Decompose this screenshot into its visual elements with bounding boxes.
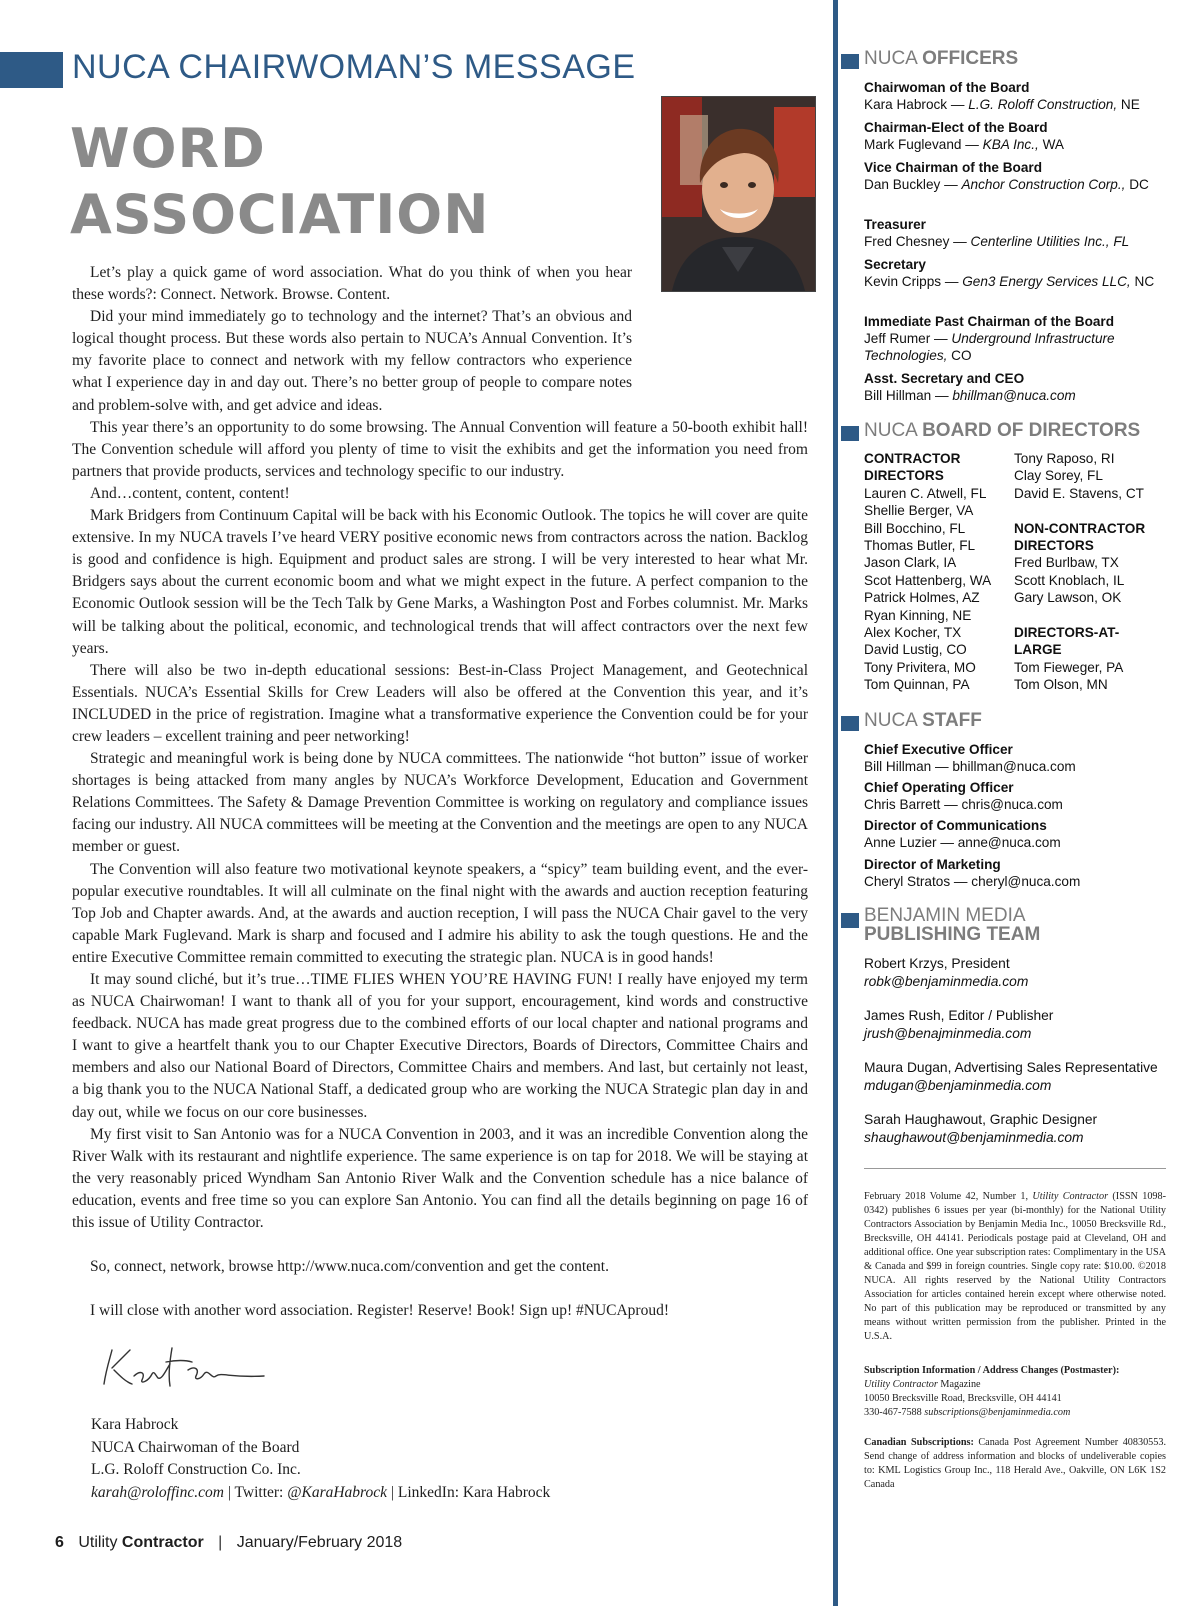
officer-entry: Secretary Kevin Cripps — Gen3 Energy Services LLC, NC xyxy=(864,257,1155,289)
director: Ryan Kinning, NE xyxy=(864,607,972,623)
page-footer xyxy=(55,1534,402,1552)
magazine-name-regular: Utility xyxy=(78,1534,122,1551)
officer-entry: Chairwoman of the Board Kara Habrock — L.G. Roloff Construction, NE xyxy=(864,80,1140,112)
director: Tom Olson, MN xyxy=(1014,677,1108,693)
team-member: Robert Krzys, President robk@benjaminmedia.com xyxy=(864,956,1029,989)
staff-heading: NUCA STAFF xyxy=(864,710,982,731)
team-email-link[interactable]: mdugan@benjaminmedia.com xyxy=(864,1077,1052,1093)
author-title: NUCA Chairwoman of the Board xyxy=(91,1438,300,1456)
directors-list-col2: Tony Raposo, RI Clay Sorey, FL David E. Stavens, CT NON-CONTRACTOR DIRECTORS Fred Burlbaw, TX Scott Knoblach, IL Gary Lawson, OK DIRECTORS-AT- LARGE Tom Fieweger, PA Tom Olson, MN xyxy=(1014,451,1146,693)
team-email-link[interactable]: shaughawout@benjaminmedia.com xyxy=(864,1129,1084,1145)
director: Lauren C. Atwell, FL xyxy=(864,485,987,501)
paragraph: Strategic and meaningful work is being done by NUCA committees. The nationwide “hot button” issue of worker shortages is being attacked from many angles by NUCA’s Workforce Development, Education and Government Relations Committees. The Safety & Damage Prevention Committee is working on regulatory and compliance issues facing our industry. All NUCA committees will be meeting at the Convention and the meetings are open to any NUCA member or guest. xyxy=(72,750,808,856)
staff-entry: Chief Executive Officer Bill Hillman — bhillman@nuca.com xyxy=(864,742,1076,774)
sidebar-divider xyxy=(864,1168,1166,1169)
team-email-link[interactable]: robk@benjaminmedia.com xyxy=(864,973,1029,989)
paragraph: My first visit to San Antonio was for a NUCA Convention in 2003, and it was an incredible Convention along the River Walk with its restaurant and nightlife experience. The same experience is on tap for 2018. We will be staying at the very reasonably priced Wyndham San Antonio River Walk and the Convention schedule has a nice balance of education, events and free time so you can explore San Antonio. You can find all the details beginning on page 16 of this issue of Utility Contractor. xyxy=(72,1125,808,1232)
author-company: L.G. Roloff Construction Co. Inc. xyxy=(91,1461,301,1478)
issue-date: January/February 2018 xyxy=(236,1534,403,1551)
director: Jason Clark, IA xyxy=(864,555,957,571)
sign-off-block xyxy=(91,1414,550,1504)
magazine-name-bold: Contractor xyxy=(121,1534,204,1551)
subscription-info: Subscription Information / Address Changes (Postmaster): Utility Contractor Magazine 10050 Brecksville Road, Brecksville, OH 44141 330-467-7588 subscriptions@benjaminmedia.com xyxy=(864,1365,1120,1418)
article-body xyxy=(72,262,808,1322)
heading-marker xyxy=(841,716,859,731)
column-divider xyxy=(833,0,838,1606)
author-contacts xyxy=(91,1482,550,1505)
director: Shellie Berger, VA xyxy=(864,503,974,519)
director: Fred Burlbaw, TX xyxy=(1014,555,1119,571)
director: David Lustig, CO xyxy=(864,642,967,658)
handwritten-signature xyxy=(96,1340,266,1396)
publication-notice: February 2018 Volume 42, Number 1, Utility Contractor (ISSN 1098-0342) publishes 6 issues per year (bi-monthly) for the National Utility Contractors Association by Benjamin Media Inc., 10050 Brecksville Rd., Brecksville, OH 44141. Periodicals postage paid at Cleveland, OH and additional office. One year subscription rates: Complimentary in the USA & Canada and $99 in foreign countries. Single copy rate: $10.00. ©2018 NUCA. All rights reserved by the National Utility Contractors Association for articles contained herein except where otherwise noted. No part of this publication may be reproduced or transmitted by any means without written permission from the publisher. Printed in the U.S.A. xyxy=(864,1191,1166,1342)
paragraph: Let’s play a quick game of word association. What do you think of when you hear these words?: Connect. Network. Browse. Content. xyxy=(72,264,632,304)
section-accent-bar xyxy=(0,52,63,88)
footer-separator: | xyxy=(218,1534,223,1551)
paragraph: The Convention will also feature two motivational keynote speakers, a “spicy” team building event, and the ever-popular executive roundtables. It will all culminate on the final night with the awards and auction reception featuring Top Job and Chapter awards. And, at the awards and auction reception, I will pass the NUCA Chair gavel to the very capable Mark Fuglevand. Mark is sharp and focused and I admire his ability to ask the tough questions. He and the entire Executive Committee remain committed to executing the strategic plan. NUCA is in good hands! xyxy=(72,860,808,966)
board-heading: NUCA BOARD OF DIRECTORS xyxy=(864,420,1141,441)
director: Gary Lawson, OK xyxy=(1014,590,1122,606)
staff-entry: Chief Operating Officer Chris Barrett — chris@nuca.com xyxy=(864,780,1063,812)
article-title xyxy=(70,116,489,248)
paragraph: So, connect, network, browse http://www.nuca.com/convention and get the content. xyxy=(90,1258,609,1276)
title-line-2: ASSOCIATION xyxy=(70,183,490,246)
officer-email-link[interactable]: bhillman@nuca.com xyxy=(952,388,1076,403)
officer-entry: Immediate Past Chairman of the Board Jeff Rumer — Underground Infrastructure Technologies, CO xyxy=(864,314,1115,363)
author-email-link[interactable]: karah@roloffinc.com xyxy=(91,1483,224,1501)
paragraph: Did your mind immediately go to technology and the internet? That’s an obvious and logical thought process. But these words also pertain to NUCA’s Annual Convention. It’s my favorite place to connect and network with my fellow contractors who experience what I experience day in and day out. There’s no better group of people to compare notes and problem-solve with, and get advice and ideas. xyxy=(72,308,632,414)
paragraph: It may sound cliché, but it’s true…TIME FLIES WHEN YOU’RE HAVING FUN! I really have enjoyed my term as NUCA Chairwoman! I want to thank all of you for your support, encouragement, kind words and constructive feedback. NUCA has made great progress due to the combined efforts of our local chapter and national programs and I want to give a heartfelt thank you to our Chapter Executive Directors, Boards of Directors, Committee Chairs and members and also our National Board of Directors, Committee Chairs and members. And last, but certainly not least, a big thank you to the NUCA National Staff, a dedicated group who are working the NUCA Strategic plan day in and day out, while we focus on our core businesses. xyxy=(72,971,808,1121)
staff-entry: Director of Marketing Cheryl Stratos — cheryl@nuca.com xyxy=(864,857,1081,889)
director: Scot Hattenberg, WA xyxy=(864,572,992,588)
subscriptions-email-link[interactable]: subscriptions@benjaminmedia.com xyxy=(924,1407,1071,1418)
heading-marker xyxy=(841,913,859,928)
team-email-link[interactable]: jrush@benajminmedia.com xyxy=(864,1025,1032,1041)
title-line-1: WORD xyxy=(70,117,266,180)
section-heading: NUCA CHAIRWOMAN’S MESSAGE xyxy=(72,48,636,86)
twitter-label: | Twitter: xyxy=(227,1483,288,1501)
director: Patrick Holmes, AZ xyxy=(864,590,980,606)
paragraph: Mark Bridgers from Continuum Capital will be back with his Economic Outlook. The topics he will cover are quite extensive. In my NUCA travels I’ve heard VERY positive economic news from contractors across the nation. Backlog is good and confidence is high. Equipment and product sales are strong. I will be very interested to hear what Mr. Bridgers says about the current economic boom and what we might expect in the future. A perfect companion to the Economic Outlook session will be the Tech Talk by Gene Marks, a Washington Post and Forbes columnist. Mr. Marks will be talking about the political, economic, and technological trends that will affect contractors over the next few years. xyxy=(72,507,808,657)
paragraph: There will also be two in-depth educational sessions: Best-in-Class Project Management, and Geotechnical Essentials. NUCA’s Essential Skills for Crew Leaders will also be offered at the Convention this year, and it’s INCLUDED in the price of registration. Imagine what a transformative experience the Convention could be for your crew leaders – excellent training and peer networking! xyxy=(72,661,808,745)
linkedin-label: | LinkedIn: Kara Habrock xyxy=(390,1483,551,1501)
staff-entry: Director of Communications Anne Luzier — anne@nuca.com xyxy=(864,818,1061,850)
officer-entry: Chairman-Elect of the Board Mark Fuglevand — KBA Inc., WA xyxy=(864,120,1064,152)
director: Tony Privitera, MO xyxy=(864,659,976,675)
director: Thomas Butler, FL xyxy=(864,538,976,554)
director: Alex Kocher, TX xyxy=(864,625,962,641)
paragraph: I will close with another word association. Register! Reserve! Book! Sign up! #NUCAproud! xyxy=(90,1302,669,1320)
team-member: Maura Dugan, Advertising Sales Representative mdugan@benjaminmedia.com xyxy=(864,1060,1158,1093)
director: Tom Quinnan, PA xyxy=(864,677,970,693)
paragraph: And…content, content, content! xyxy=(90,484,290,502)
author-name: Kara Habrock xyxy=(91,1416,179,1433)
media-heading: BENJAMIN MEDIA PUBLISHING TEAM xyxy=(864,905,1041,945)
director: Tony Raposo, RI xyxy=(1014,451,1115,466)
team-member: Sarah Haughawout, Graphic Designer shaughawout@benjaminmedia.com xyxy=(864,1112,1098,1145)
officer-entry: Treasurer Fred Chesney — Centerline Utilities Inc., FL xyxy=(864,217,1130,249)
officers-heading: NUCA OFFICERS xyxy=(864,48,1019,69)
contractor-directors-list: CONTRACTOR DIRECTORS Lauren C. Atwell, FL Shellie Berger, VA Bill Bocchino, FL Thomas Butler, FL Jason Clark, IA Scot Hattenberg, WA Patrick Holmes, AZ Ryan Kinning, NE Alex Kocher, TX David Lustig, CO Tony Privitera, MO Tom Quinnan, PA xyxy=(864,451,992,693)
officer-entry: Asst. Secretary and CEO Bill Hillman — bhillman@nuca.com xyxy=(864,371,1076,403)
director: Bill Bocchino, FL xyxy=(864,520,966,536)
page-number: 6 xyxy=(55,1534,64,1551)
twitter-handle[interactable]: @KaraHabrock xyxy=(287,1483,388,1501)
director: Clay Sorey, FL xyxy=(1014,468,1103,484)
director: Scott Knoblach, IL xyxy=(1014,572,1125,588)
director: Tom Fieweger, PA xyxy=(1014,659,1124,675)
heading-marker xyxy=(841,54,859,69)
team-member: James Rush, Editor / Publisher jrush@benajminmedia.com xyxy=(864,1008,1054,1041)
canadian-subscriptions: Canadian Subscriptions: Canada Post Agreement Number 40830553. Send change of address information and blocks of undeliverable copies to: KML Logistics Group Inc., 118 Herald Ave., Oakville, ON L6K 1S2 Canada xyxy=(864,1437,1166,1490)
director: David E. Stavens, CT xyxy=(1014,485,1144,501)
officer-entry: Vice Chairman of the Board Dan Buckley — Anchor Construction Corp., DC xyxy=(864,160,1149,192)
paragraph: This year there’s an opportunity to do some browsing. The Annual Convention will feature a 50-booth exhibit hall! The Convention schedule will afford you plenty of time to visit the exhibits and get the information you need from partners that provide products, services and technology specific to our industry. xyxy=(72,418,808,480)
heading-marker xyxy=(841,426,859,441)
